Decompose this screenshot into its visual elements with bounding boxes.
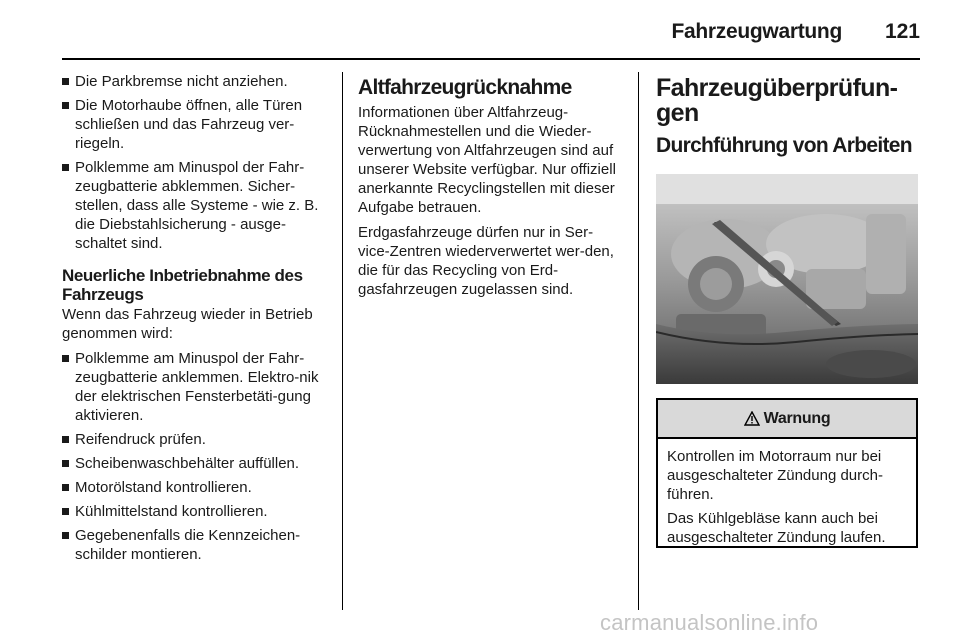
- list-item: Reifendruck prüfen.: [62, 430, 328, 449]
- column-left: [62, 72, 328, 569]
- column-right: [656, 72, 920, 164]
- warning-body: [658, 439, 916, 547]
- list-item: Polklemme am Minuspol der Fahr-zeugbatterie abklemmen. Sicher-stellen, dass alle Systeme - wie z. B. die Diebstahlsicherung - ausge-schaltet sind.: [62, 158, 328, 253]
- column-divider: [342, 72, 343, 610]
- chapter-title: Fahrzeugwartung: [671, 20, 842, 43]
- warning-triangle-icon: [744, 411, 760, 427]
- section-intro: Wenn das Fahrzeug wieder in Betrieb genommen wird:: [62, 306, 313, 342]
- list-item: Polklemme am Minuspol der Fahr-zeugbatterie anklemmen. Elektro-nik der elektrischen Fensterbetäti-gung aktivieren.: [62, 349, 328, 425]
- warning-text: Kontrollen im Motorraum nur bei ausgeschalteter Zündung durch-führen.: [667, 448, 883, 503]
- warning-label: Warnung: [763, 409, 831, 427]
- list-item: Die Parkbremse nicht anziehen.: [62, 72, 328, 91]
- section-heading: Altfahrzeugrücknahme: [358, 76, 572, 99]
- list-item: Die Motorhaube öffnen, alle Türen schließen und das Fahrzeug ver-riegeln.: [62, 96, 328, 153]
- column-divider: [638, 72, 639, 610]
- column-middle: [358, 72, 620, 305]
- warning-header: [658, 400, 916, 439]
- section-heading: Neuerliche Inbetriebnahme des Fahrzeugs: [62, 266, 303, 304]
- list-item: Gegebenenfalls die Kennzeichen-schilder montieren.: [62, 526, 328, 564]
- bullet-list: [62, 72, 328, 253]
- paragraph: Erdgasfahrzeuge dürfen nur in Ser-vice-Zentren wiederverwertet wer-den, die für das Recycling von Erd-gasfahrzeugen zugelassen sind.: [358, 224, 614, 298]
- page-header: [0, 0, 960, 62]
- bullet-list: [62, 349, 328, 564]
- list-item: Kühlmittelstand kontrollieren.: [62, 502, 328, 521]
- list-item: Scheibenwaschbehälter auffüllen.: [62, 454, 328, 473]
- warning-box: [656, 398, 918, 548]
- subsection-heading: Durchführung von Arbeiten: [656, 134, 912, 157]
- warning-text: Das Kühlgebläse kann auch bei ausgeschalteter Zündung laufen.: [667, 510, 886, 546]
- page-number: 121: [884, 20, 920, 43]
- header-rule: [62, 58, 920, 60]
- section-heading: Fahrzeugüberprüfun-gen: [656, 74, 898, 127]
- watermark: carmanualsonline.info: [600, 610, 819, 635]
- paragraph: Informationen über Altfahrzeug-Rücknahmestellen und die Wieder-verwertung von Altfahrzeugen sind auf unserer Website verfügbar. Nur offiziell anerkannte Recyclingstellen mit dieser Aufgabe betrauen.: [358, 104, 616, 216]
- list-item: Motorölstand kontrollieren.: [62, 478, 328, 497]
- engine-bay-photo: [656, 174, 918, 384]
